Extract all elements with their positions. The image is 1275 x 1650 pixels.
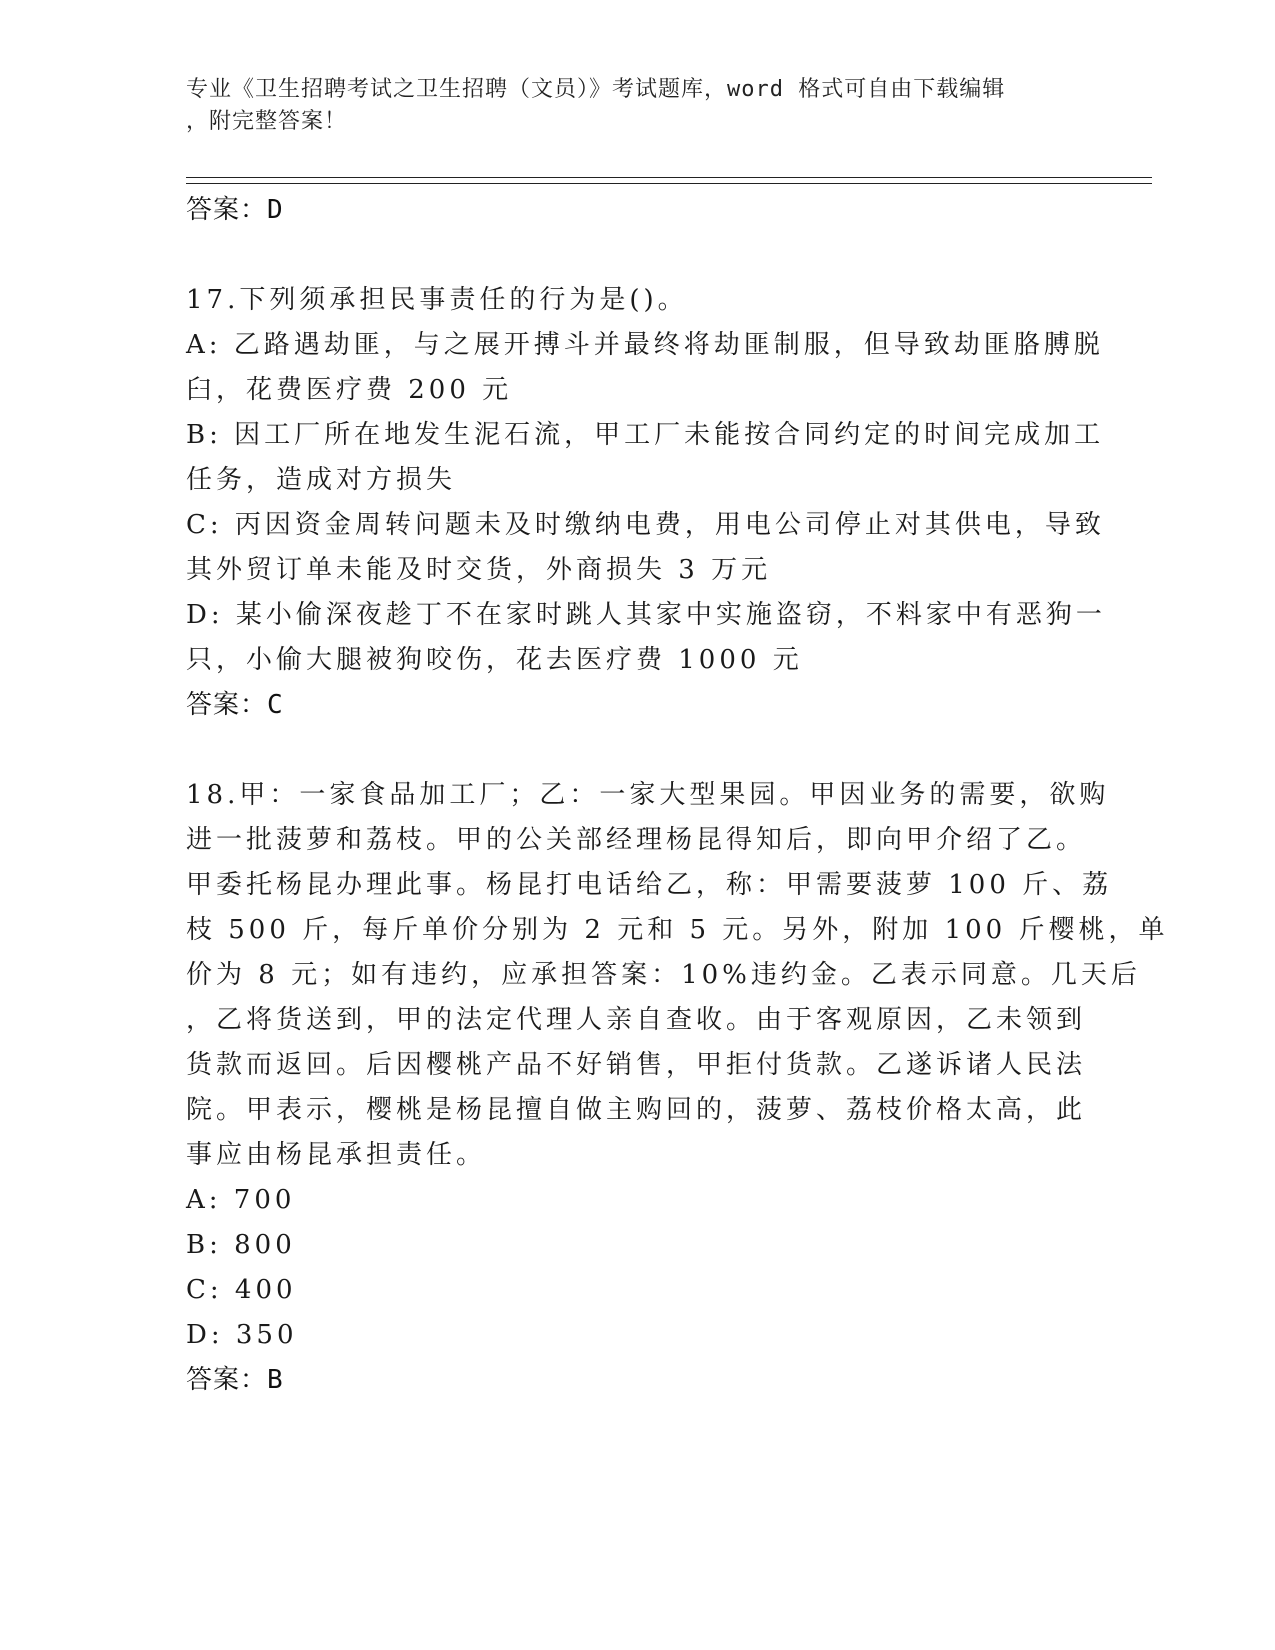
question-17-option-a-line-2: 臼，花费医疗费 200 元: [186, 375, 513, 405]
header-line-2: ，附完整答案！: [186, 109, 348, 134]
question-17-stem: 17.下列须承担民事责任的行为是()。: [186, 285, 688, 315]
question-18-stem-line-8: 院。甲表示，樱桃是杨昆擅自做主购回的，菠萝、荔枝价格太高，此: [186, 1095, 1087, 1125]
question-17-option-d-line-2: 只，小偷大腿被狗咬伤，花去医疗费 1000 元: [186, 645, 803, 675]
question-18-option-a: A: 700: [186, 1185, 296, 1215]
question-18-stem-line-1: 18.甲：一家食品加工厂；乙：一家大型果园。甲因业务的需要，欲购: [186, 780, 1110, 810]
question-17-option-b-line-1: B: 因工厂所在地发生泥石流，甲工厂未能按合同约定的时间完成加工: [186, 420, 1105, 450]
question-17-option-a-line-1: A: 乙路遇劫匪，与之展开搏斗并最终将劫匪制服，但导致劫匪胳膊脱: [186, 330, 1104, 360]
question-18-stem-line-4: 枝 500 斤，每斤单价分别为 2 元和 5 元。另外，附加 100 斤樱桃，单: [186, 915, 1169, 945]
question-18-stem-line-5: 价为 8 元；如有违约，应承担答案：10%违约金。乙表示同意。几天后: [186, 960, 1141, 990]
question-18-answer: 答案：B: [186, 1365, 284, 1395]
question-17-option-c-line-1: C: 丙因资金周转问题未及时缴纳电费，用电公司停止对其供电，导致: [186, 510, 1105, 540]
answer-previous: 答案：D: [186, 195, 284, 225]
question-17-option-c-line-2: 其外贸订单未能及时交货，外商损失 3 万元: [186, 555, 772, 585]
question-18-stem-line-2: 进一批菠萝和荔枝。甲的公关部经理杨昆得知后，即向甲介绍了乙。: [186, 825, 1087, 855]
question-18-option-c: C: 400: [186, 1275, 297, 1305]
question-18-option-b: B: 800: [186, 1230, 296, 1260]
question-18-stem-line-6: ，乙将货送到，甲的法定代理人亲自查收。由于客观原因，乙未领到: [186, 1005, 1087, 1035]
question-17-option-d-line-1: D: 某小偷深夜趁丁不在家时跳人其家中实施盗窃，不料家中有恶狗一: [186, 600, 1106, 630]
header-line-1: 专业《卫生招聘考试之卫生招聘（文员）》考试题库，word 格式可自由下载编辑: [186, 77, 1006, 102]
header-rule-bottom: [186, 183, 1152, 184]
question-18-stem-line-7: 货款而返回。后因樱桃产品不好销售，甲拒付货款。乙遂诉诸人民法: [186, 1050, 1087, 1080]
document-header: [186, 74, 1066, 138]
question-18-stem-line-9: 事应由杨昆承担责任。: [186, 1140, 487, 1170]
header-rule-top: [186, 177, 1152, 178]
question-18-stem-line-3: 甲委托杨昆办理此事。杨昆打电话给乙，称：甲需要菠萝 100 斤、荔: [186, 870, 1113, 900]
question-17-answer: 答案：C: [186, 690, 284, 720]
question-18-option-d: D: 350: [186, 1320, 298, 1350]
question-17-option-b-line-2: 任务，造成对方损失: [186, 465, 457, 495]
